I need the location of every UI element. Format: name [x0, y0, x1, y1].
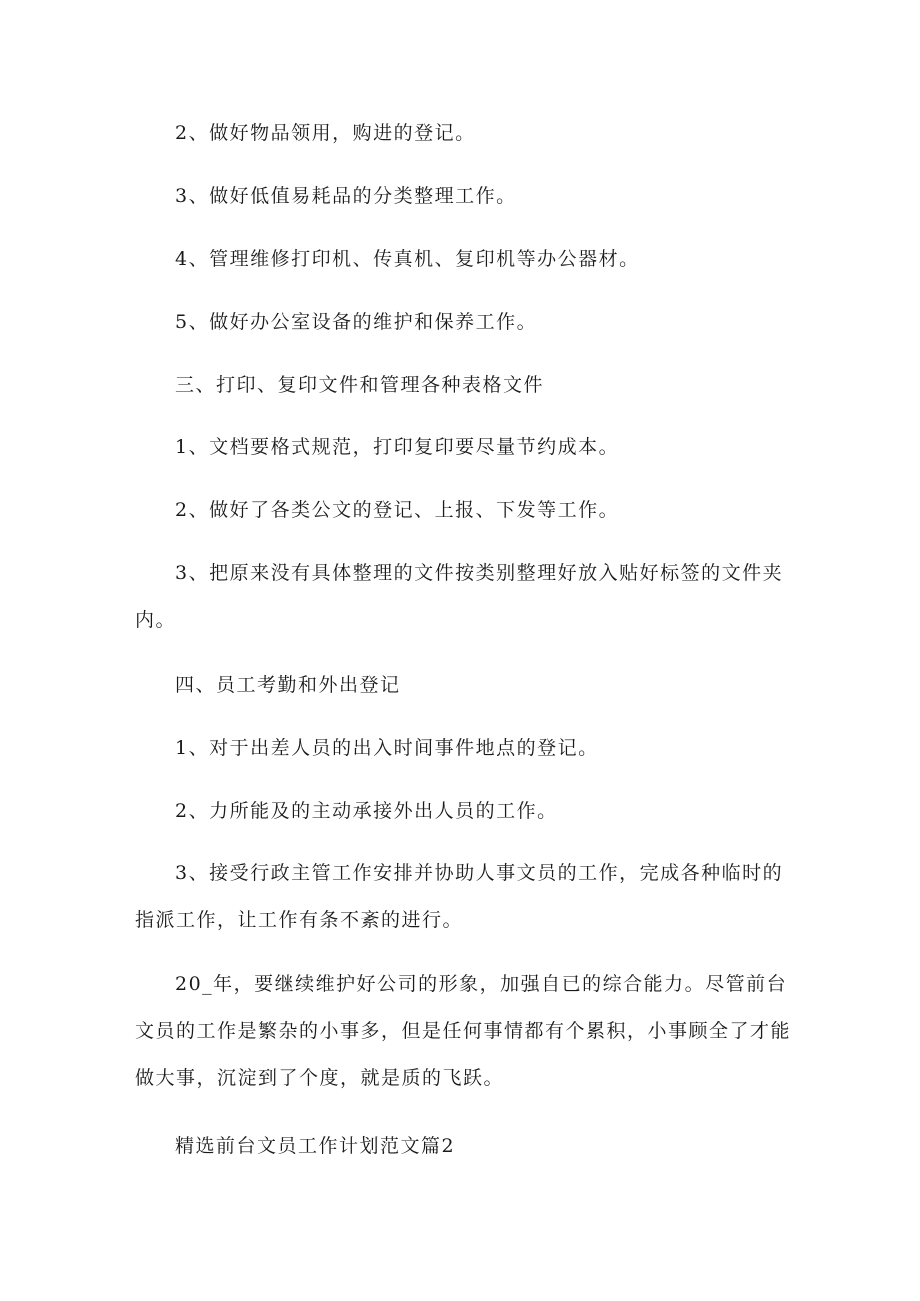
article-title-2: 精选前台文员工作计划范文篇2 — [175, 1135, 456, 1157]
section3-item-2: 2、做好了各类公文的登记、上报、下发等工作。 — [175, 499, 620, 521]
summary-line1: 20_年，要继续维护好公司的形象，加强自已的综合能力。尽管前台 — [175, 973, 788, 995]
section3-item-3-line1: 3、把原来没有具体整理的文件按类别整理好放入贴好标签的文件夹 — [175, 562, 784, 584]
item-3-consumables-sorting: 3、做好低值易耗品的分类整理工作。 — [175, 185, 517, 207]
section4-item-2: 2、力所能及的主动承接外出人员的工作。 — [175, 800, 558, 822]
section3-item-3-line2: 内。 — [135, 609, 177, 631]
item-5-equipment-maintenance: 5、做好办公室设备的维护和保养工作。 — [175, 311, 538, 333]
section-heading-4: 四、员工考勤和外出登记 — [175, 674, 401, 696]
item-2-supplies-registration: 2、做好物品领用，购进的登记。 — [175, 122, 476, 144]
section3-item-3 — [135, 560, 784, 633]
section3-item-1: 1、文档要格式规范，打印复印要尽量节约成本。 — [175, 436, 620, 458]
section4-item-3-line2: 指派工作，让工作有条不紊的进行。 — [135, 909, 464, 931]
section4-item-3-line1: 3、接受行政主管工作安排并协助人事文员的工作，完成各种临时的 — [175, 862, 784, 884]
section4-item-3 — [135, 860, 784, 933]
item-4-office-equipment-repair: 4、管理维修打印机、传真机、复印机等办公器材。 — [175, 248, 640, 270]
summary-paragraph — [135, 971, 792, 1091]
section-heading-3: 三、打印、复印文件和管理各种表格文件 — [175, 374, 545, 396]
section4-item-1: 1、对于出差人员的出入时间事件地点的登记。 — [175, 737, 599, 759]
summary-line2: 文员的工作是繁杂的小事多，但是任何事情都有个累积，小事顾全了才能 — [135, 1020, 792, 1042]
summary-line3: 做大事，沉淀到了个度，就是质的飞跃。 — [135, 1067, 505, 1089]
